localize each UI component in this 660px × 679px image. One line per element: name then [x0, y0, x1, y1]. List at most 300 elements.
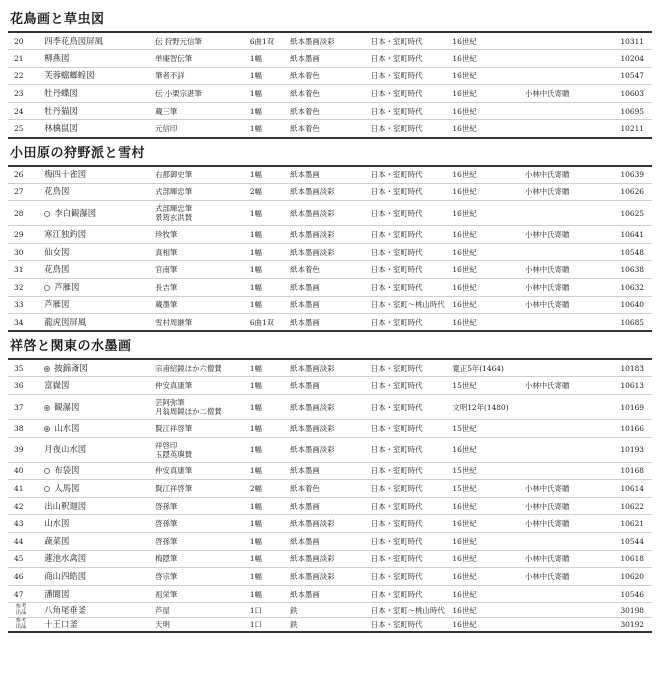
table-row: [8, 183, 652, 201]
table-row: [8, 377, 652, 395]
artist-cell: [153, 359, 248, 377]
filled-circle-mark-icon: [44, 426, 50, 432]
artist-line: 官南筆: [155, 265, 178, 275]
period-cell: 日本・室町時代: [369, 183, 451, 201]
artwork-title-cell: [42, 617, 153, 632]
format-cell: 1幅: [248, 420, 288, 438]
catalog-number-cell: [8, 420, 42, 438]
inventory-id-cell: 10622: [602, 497, 652, 515]
medium-cell: 紙本墨画淡彩: [288, 183, 369, 201]
date-cell: 16世紀: [450, 296, 523, 314]
format-cell: 6曲1双: [248, 314, 288, 332]
inventory-id-cell: 10166: [602, 420, 652, 438]
donor-cell: 小林中氏寄贈: [523, 85, 602, 103]
open-circle-mark-icon: [44, 211, 50, 217]
date-cell: 寛正5年(1464): [450, 359, 523, 377]
artist-line: 祥啓印: [155, 440, 178, 450]
donor-cell: [523, 359, 602, 377]
catalog-number: 34: [14, 317, 24, 327]
period-cell: 日本・室町時代: [369, 497, 451, 515]
donor-cell: [523, 420, 602, 438]
table-row: [8, 120, 652, 138]
artist-cell: [153, 166, 248, 184]
catalog-number-cell: [8, 243, 42, 261]
donor-cell: [523, 201, 602, 226]
catalog-number-cell: [8, 120, 42, 138]
artist-line: 芸阿弥筆: [155, 398, 185, 407]
table-row: [8, 532, 652, 550]
donor-cell: 小林中氏寄贈: [523, 279, 602, 297]
donor-cell: 小林中氏寄贈: [523, 226, 602, 244]
artwork-title-cell: [42, 243, 153, 261]
artwork-title: 芦雁図: [54, 281, 80, 292]
period-cell: 日本・室町時代: [369, 617, 451, 632]
date-cell: 16世紀: [450, 120, 523, 138]
inventory-id-cell: 10311: [602, 32, 652, 50]
inventory-id-cell: 10204: [602, 50, 652, 68]
medium-cell: 紙本着色: [288, 120, 369, 138]
medium-cell: 紙本墨画: [288, 585, 369, 603]
table-row: [8, 201, 652, 226]
catalog-number: 27: [14, 187, 24, 197]
catalog-number: 37: [14, 402, 24, 412]
artwork-title: 芙蓉蟷螂蝗図: [44, 70, 95, 81]
catalog-number-cell: [8, 532, 42, 550]
donor-cell: [523, 67, 602, 85]
catalog-number: 20: [14, 36, 24, 46]
donor-cell: 小林中氏寄贈: [523, 515, 602, 533]
artist-cell: [153, 550, 248, 568]
catalog-number: 35: [14, 363, 24, 373]
artist-cell: [153, 480, 248, 498]
period-cell: 日本・室町時代: [369, 568, 451, 586]
artist-cell: [153, 532, 248, 550]
artist-cell: [153, 603, 248, 618]
table-row: [8, 166, 652, 184]
artist-cell: [153, 497, 248, 515]
catalog-number: 25: [14, 124, 24, 134]
format-cell: 2幅: [248, 480, 288, 498]
artist-cell: [153, 67, 248, 85]
catalog-number-cell: [8, 395, 42, 420]
medium-cell: 紙本墨画: [288, 166, 369, 184]
artist-cell: [153, 515, 248, 533]
date-cell: 15世紀: [450, 480, 523, 498]
table-row: [8, 617, 652, 632]
artist-line: 式部輝忠筆: [155, 204, 193, 214]
artwork-title-cell: [42, 377, 153, 395]
format-cell: 2幅: [248, 183, 288, 201]
table-row: [8, 462, 652, 480]
date-cell: 16世紀: [450, 50, 523, 68]
artwork-title-cell: [42, 166, 153, 184]
medium-cell: 紙本墨画淡彩: [288, 550, 369, 568]
catalog-number: 47: [14, 589, 24, 599]
medium-cell: 紙本墨画淡彩: [288, 201, 369, 226]
artwork-title-cell: [42, 50, 153, 68]
artwork-title-cell: [42, 550, 153, 568]
artwork-title-cell: [42, 296, 153, 314]
artist-cell: [153, 568, 248, 586]
inventory-id-cell: 10685: [602, 314, 652, 332]
table-row: [8, 85, 652, 103]
table-row: [8, 437, 652, 462]
catalog-number: 22: [14, 71, 24, 81]
inventory-id-cell: 10620: [602, 568, 652, 586]
table-row: [8, 568, 652, 586]
artist-line: 右都御史筆: [155, 170, 193, 180]
medium-cell: 紙本墨画: [288, 314, 369, 332]
table-row: [8, 480, 652, 498]
table-row: [8, 314, 652, 332]
period-cell: 日本・室町時代: [369, 462, 451, 480]
artist-cell: [153, 32, 248, 50]
inventory-id-cell: 10621: [602, 515, 652, 533]
artwork-title-cell: [42, 462, 153, 480]
donor-cell: [523, 462, 602, 480]
artwork-title: 月夜山水図: [44, 444, 87, 455]
artist-cell: [153, 296, 248, 314]
artwork-title: 布袋図: [54, 465, 80, 476]
artwork-title: 牡丹猫図: [44, 105, 78, 116]
donor-cell: [523, 314, 602, 332]
period-cell: 日本・室町時代: [369, 243, 451, 261]
donor-cell: 小林中氏寄贈: [523, 497, 602, 515]
catalog-number-cell: [8, 585, 42, 603]
catalog-number-cell: [8, 437, 42, 462]
artist-line: 啓孫筆: [155, 519, 178, 529]
catalog-number-cell: [8, 462, 42, 480]
artist-line: 伝 狩野元信筆: [155, 36, 202, 46]
artwork-title: 山水図: [44, 518, 70, 529]
format-cell: 1幅: [248, 462, 288, 480]
artwork-title: 李白観瀑図: [54, 207, 97, 218]
catalog-number-cell: [8, 67, 42, 85]
artwork-title-cell: [42, 532, 153, 550]
catalog-number: 21: [14, 53, 24, 63]
artist-line: 仲安真康筆: [155, 466, 193, 476]
format-cell: 1幅: [248, 437, 288, 462]
catalog-number: 43: [14, 519, 24, 529]
catalog-number: 38: [14, 423, 24, 433]
catalog-number-cell: [8, 166, 42, 184]
date-cell: 16世紀: [450, 314, 523, 332]
artist-line: 天明: [155, 619, 170, 629]
artist-line: 筆者不詳: [155, 71, 185, 81]
catalog-number: 33: [14, 300, 24, 310]
date-cell: 16世紀: [450, 585, 523, 603]
inventory-id-cell: 10603: [602, 85, 652, 103]
format-cell: 1幅: [248, 201, 288, 226]
artwork-title-cell: [42, 102, 153, 120]
artist-line: 雪村周継筆: [155, 317, 193, 327]
artwork-title: 柳燕図: [44, 52, 70, 63]
period-cell: 日本・室町時代: [369, 480, 451, 498]
catalog-number: 26: [14, 170, 24, 180]
artwork-title-cell: [42, 603, 153, 618]
inventory-id-cell: 10613: [602, 377, 652, 395]
donor-cell: 小林中氏寄贈: [523, 377, 602, 395]
artwork-title: 商山四皓図: [44, 570, 87, 581]
date-cell: 16世紀: [450, 67, 523, 85]
inventory-id-cell: 10640: [602, 296, 652, 314]
period-cell: 日本・室町時代: [369, 201, 451, 226]
artist-line: 仲安真康筆: [155, 381, 193, 391]
artwork-title-cell: [42, 568, 153, 586]
artwork-title-cell: [42, 32, 153, 50]
artwork-title-cell: [42, 183, 153, 201]
artist-cell: [153, 395, 248, 420]
artist-line: 単庵智伝筆: [155, 53, 193, 63]
format-cell: 1幅: [248, 497, 288, 515]
medium-cell: 紙本墨画: [288, 296, 369, 314]
period-cell: 日本・室町時代: [369, 279, 451, 297]
medium-cell: 紙本墨画淡彩: [288, 437, 369, 462]
artist-line: 長吉筆: [155, 282, 178, 292]
catalog-number: 46: [14, 571, 24, 581]
inventory-id-cell: 10169: [602, 395, 652, 420]
table-row: [8, 585, 652, 603]
catalog-number: 36: [14, 381, 24, 391]
catalog-number-cell: [8, 183, 42, 201]
artist-line: 珍牧筆: [155, 230, 178, 240]
table-row: [8, 420, 652, 438]
period-cell: 日本・室町〜桃山時代: [369, 296, 451, 314]
artwork-title: 山水図: [54, 422, 80, 433]
format-cell: 1幅: [248, 102, 288, 120]
open-circle-mark-icon: [44, 486, 50, 492]
medium-cell: 鉄: [288, 603, 369, 618]
format-cell: 1幅: [248, 550, 288, 568]
artist-line: 真相筆: [155, 247, 178, 257]
artwork-title-cell: [42, 261, 153, 279]
period-cell: 日本・室町時代: [369, 120, 451, 138]
inventory-id-cell: 10193: [602, 437, 652, 462]
format-cell: 1幅: [248, 226, 288, 244]
donor-cell: [523, 532, 602, 550]
artist-line: 月翁周鏡ほか二僧賛: [155, 407, 222, 416]
catalog-number-cell: [8, 279, 42, 297]
artist-line: 啓孫筆: [155, 536, 178, 546]
donor-cell: [523, 102, 602, 120]
artwork-title-cell: [42, 314, 153, 332]
catalog-number: 32: [14, 282, 24, 292]
section-title: 祥啓と関東の水墨画: [10, 339, 132, 355]
format-cell: 1幅: [248, 568, 288, 586]
artwork-title: 出山釈迦図: [44, 500, 87, 511]
medium-cell: 紙本墨画: [288, 532, 369, 550]
medium-cell: 紙本墨画: [288, 279, 369, 297]
inventory-id-cell: 10168: [602, 462, 652, 480]
medium-cell: 紙本墨画淡彩: [288, 32, 369, 50]
artist-line: 伝 小栗宗湛筆: [155, 89, 202, 99]
table-row: [8, 296, 652, 314]
table-row: [8, 550, 652, 568]
inventory-id-cell: 10211: [602, 120, 652, 138]
artist-cell: [153, 183, 248, 201]
section-title: 花鳥画と草虫図: [10, 12, 105, 27]
donor-cell: 小林中氏寄贈: [523, 261, 602, 279]
period-cell: 日本・室町時代: [369, 585, 451, 603]
medium-cell: 紙本墨画淡彩: [288, 568, 369, 586]
catalog-number: 29: [14, 230, 24, 240]
donor-cell: [523, 243, 602, 261]
catalog-number: 42: [14, 501, 24, 511]
table-row: [8, 67, 652, 85]
date-cell: 16世紀: [450, 617, 523, 632]
period-cell: 日本・室町時代: [369, 67, 451, 85]
medium-cell: 紙本墨画淡彩: [288, 226, 369, 244]
medium-cell: 紙本墨画: [288, 377, 369, 395]
artist-cell: [153, 50, 248, 68]
format-cell: 1幅: [248, 377, 288, 395]
period-cell: 日本・室町時代: [369, 437, 451, 462]
artist-line: 賢江祥啓筆: [155, 423, 193, 433]
catalog-number: 44: [14, 536, 24, 546]
period-cell: 日本・室町時代: [369, 50, 451, 68]
artist-cell: [153, 102, 248, 120]
artwork-title: 林檎鼠図: [44, 123, 78, 134]
artwork-title-cell: [42, 85, 153, 103]
catalog-number: 24: [14, 106, 24, 116]
inventory-id-cell: 10626: [602, 183, 652, 201]
filled-circle-mark-icon: [44, 405, 50, 411]
artwork-title-cell: [42, 395, 153, 420]
artist-cell: [153, 437, 248, 462]
inventory-id-cell: 10625: [602, 201, 652, 226]
table-row: [8, 395, 652, 420]
inventory-id-cell: 10546: [602, 585, 652, 603]
artwork-title-cell: [42, 226, 153, 244]
catalog-number: 39: [14, 445, 24, 455]
reference-label-line: 出品: [15, 624, 27, 631]
artwork-title: 蓮池水禽図: [44, 553, 87, 564]
period-cell: 日本・室町時代: [369, 314, 451, 332]
table-row: [8, 603, 652, 618]
date-cell: 16世紀: [450, 201, 523, 226]
period-cell: 日本・室町時代: [369, 395, 451, 420]
format-cell: 1幅: [248, 279, 288, 297]
artist-cell: [153, 226, 248, 244]
period-cell: 日本・室町時代: [369, 515, 451, 533]
open-circle-mark-icon: [44, 468, 50, 474]
artwork-title: 披錦斎図: [54, 362, 88, 373]
date-cell: 15世紀: [450, 377, 523, 395]
table-row: [8, 359, 652, 377]
artwork-title: 四季花鳥図屏風: [44, 35, 103, 46]
donor-cell: [523, 50, 602, 68]
artist-line: 宗甫紹鏡ほか六僧賛: [155, 363, 222, 373]
artist-line: 蔵墨筆: [155, 300, 178, 310]
artwork-title-cell: [42, 515, 153, 533]
artwork-title: 十王口釜: [44, 618, 78, 629]
period-cell: 日本・室町時代: [369, 377, 451, 395]
catalog-number-cell: [8, 32, 42, 50]
period-cell: 日本・室町時代: [369, 85, 451, 103]
inventory-id-cell: 10544: [602, 532, 652, 550]
artist-line: 景筠玄洪賛: [155, 213, 193, 223]
period-cell: 日本・室町時代: [369, 166, 451, 184]
format-cell: 1幅: [248, 243, 288, 261]
catalog-number-cell: [8, 550, 42, 568]
period-cell: 日本・室町時代: [369, 420, 451, 438]
donor-cell: 小林中氏寄贈: [523, 166, 602, 184]
catalog-number-cell: [8, 85, 42, 103]
format-cell: 1幅: [248, 359, 288, 377]
inventory-id-cell: 10639: [602, 166, 652, 184]
format-cell: 1幅: [248, 261, 288, 279]
catalog-table: [8, 31, 652, 139]
donor-cell: 小林中氏寄贈: [523, 183, 602, 201]
catalog-number-cell: [8, 568, 42, 586]
artist-line: 祖栄筆: [155, 589, 178, 599]
artist-line: 蔵三筆: [155, 106, 178, 116]
date-cell: 16世紀: [450, 166, 523, 184]
artist-cell: [153, 85, 248, 103]
artwork-title: 人馬図: [54, 482, 80, 493]
catalog-number-cell: [8, 296, 42, 314]
catalog-number-cell: [8, 201, 42, 226]
date-cell: 16世紀: [450, 279, 523, 297]
date-cell: 16世紀: [450, 550, 523, 568]
filled-circle-mark-icon: [44, 366, 50, 372]
artwork-title-cell: [42, 279, 153, 297]
reference-label-line: 出品: [15, 610, 27, 617]
catalog-number: 23: [14, 89, 24, 99]
artist-cell: [153, 120, 248, 138]
format-cell: 1幅: [248, 120, 288, 138]
reference-exhibit-label: [14, 604, 28, 616]
donor-cell: [523, 617, 602, 632]
artwork-title: 仙女図: [44, 246, 70, 257]
catalog-number: 30: [14, 247, 24, 257]
date-cell: 16世紀: [450, 437, 523, 462]
medium-cell: 紙本着色: [288, 102, 369, 120]
table-row: [8, 279, 652, 297]
reference-label-line: 参考: [15, 618, 27, 625]
artist-cell: [153, 279, 248, 297]
inventory-id-cell: 10547: [602, 67, 652, 85]
catalog-number-cell: [8, 50, 42, 68]
catalog-number-cell: [8, 261, 42, 279]
period-cell: 日本・室町時代: [369, 32, 451, 50]
date-cell: 16世紀: [450, 568, 523, 586]
artwork-title: 花鳥図: [44, 264, 70, 275]
artwork-title: 潘閬図: [44, 588, 70, 599]
format-cell: 6曲1双: [248, 32, 288, 50]
medium-cell: 紙本墨画: [288, 497, 369, 515]
date-cell: 16世紀: [450, 497, 523, 515]
inventory-id-cell: 10695: [602, 102, 652, 120]
catalog-number-cell: [8, 226, 42, 244]
table-row: [8, 497, 652, 515]
format-cell: 1口: [248, 603, 288, 618]
artwork-title: 芦雁図: [44, 299, 70, 310]
catalog-number-cell: [8, 359, 42, 377]
catalog-number: 28: [14, 208, 24, 218]
artwork-title-cell: [42, 497, 153, 515]
period-cell: 日本・室町時代: [369, 226, 451, 244]
table-row: [8, 50, 652, 68]
artwork-title-cell: [42, 480, 153, 498]
artwork-title: 牡丹蝶図: [44, 88, 78, 99]
artist-cell: [153, 462, 248, 480]
reference-exhibit-label: [14, 618, 28, 630]
catalog-number: 41: [14, 483, 24, 493]
catalog-table: [8, 165, 652, 333]
date-cell: 15世紀: [450, 420, 523, 438]
date-cell: 16世紀: [450, 226, 523, 244]
